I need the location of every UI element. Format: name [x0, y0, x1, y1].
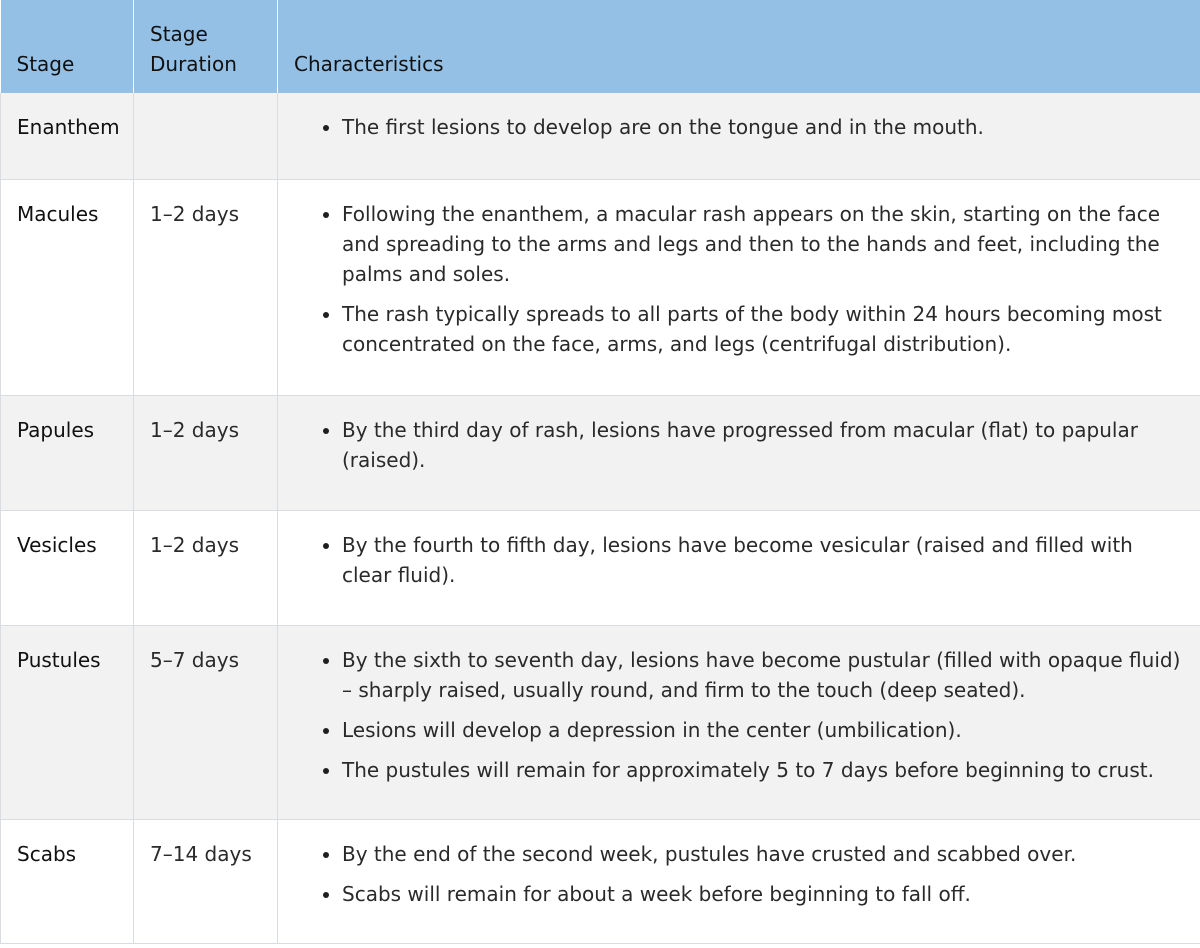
- header-row: [1, 0, 1200, 93]
- table-row: [1, 179, 1200, 395]
- table-row: [1, 625, 1200, 819]
- header-stage-duration: Stage Duration: [134, 0, 278, 93]
- list-item: • By the end of the second week, pustules have crusted and scabbed over.: [342, 839, 1184, 869]
- list-item: • Lesions will develop a depression in the center (umbilication).: [342, 715, 1184, 745]
- characteristics-list: [294, 415, 1184, 475]
- duration-cell: 1–2 days: [134, 179, 278, 395]
- duration-cell: [134, 93, 278, 179]
- header-characteristics: Characteristics: [278, 0, 1200, 93]
- characteristics-list: [294, 199, 1184, 359]
- characteristics-cell: [278, 395, 1200, 510]
- list-item: • The pustules will remain for approximately 5 to 7 days before beginning to crust.: [342, 755, 1184, 785]
- table-row: [1, 93, 1200, 179]
- stage-cell: Enanthem: [1, 93, 134, 179]
- characteristics-list: [294, 645, 1184, 785]
- list-item: • Scabs will remain for about a week before beginning to fall off.: [342, 879, 1184, 909]
- characteristics-cell: [278, 510, 1200, 625]
- duration-cell: 7–14 days: [134, 819, 278, 943]
- stage-cell: Pustules: [1, 625, 134, 819]
- characteristics-list: [294, 839, 1184, 909]
- characteristics-cell: [278, 93, 1200, 179]
- characteristics-cell: [278, 819, 1200, 943]
- duration-cell: 1–2 days: [134, 395, 278, 510]
- list-item: • By the third day of rash, lesions have progressed from macular (flat) to papular (raised).: [342, 415, 1184, 475]
- list-item: • The first lesions to develop are on the tongue and in the mouth.: [342, 112, 1184, 142]
- list-item: • Following the enanthem, a macular rash appears on the skin, starting on the face and spreading to the arms and legs and then to the hands and feet, including the palms and soles.: [342, 199, 1184, 289]
- list-item: • By the sixth to seventh day, lesions have become pustular (filled with opaque fluid) – sharply raised, usually round, and firm to the touch (deep seated).: [342, 645, 1184, 705]
- stage-cell: Scabs: [1, 819, 134, 943]
- stage-cell: Vesicles: [1, 510, 134, 625]
- list-item: • By the fourth to fifth day, lesions have become vesicular (raised and filled with clear fluid).: [342, 530, 1184, 590]
- table-row: [1, 395, 1200, 510]
- characteristics-list: [294, 112, 1184, 142]
- stage-cell: Macules: [1, 179, 134, 395]
- list-item: • The rash typically spreads to all parts of the body within 24 hours becoming most concentrated on the face, arms, and legs (centrifugal distribution).: [342, 299, 1184, 359]
- table-row: [1, 510, 1200, 625]
- table-row: [1, 819, 1200, 943]
- characteristics-list: [294, 530, 1184, 590]
- stage-cell: Papules: [1, 395, 134, 510]
- characteristics-cell: [278, 179, 1200, 395]
- duration-cell: 5–7 days: [134, 625, 278, 819]
- header-stage: Stage: [1, 0, 134, 93]
- characteristics-cell: [278, 625, 1200, 819]
- duration-cell: 1–2 days: [134, 510, 278, 625]
